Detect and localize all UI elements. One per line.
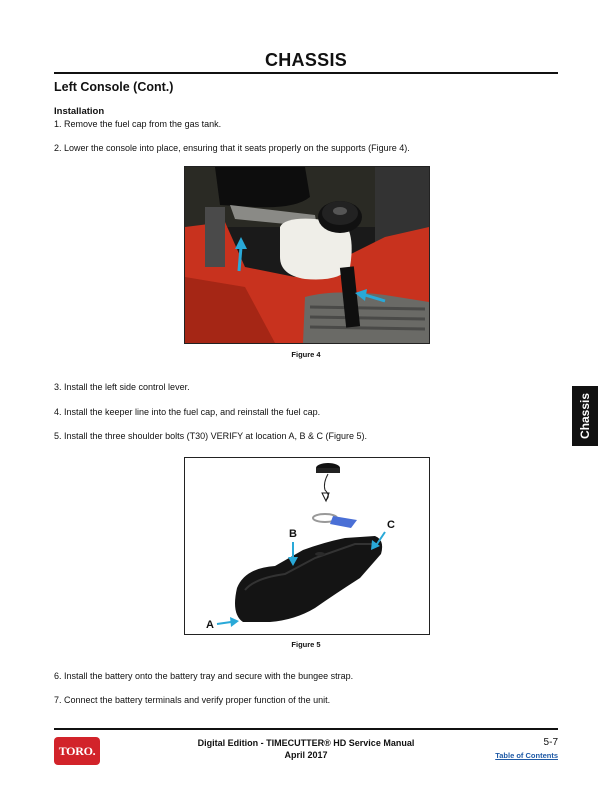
footer-rule (54, 728, 558, 730)
section-heading: Left Console (Cont.) (54, 80, 174, 94)
figure-5-label-a: A (206, 619, 214, 631)
step-7: 7. Connect the battery terminals and verify proper function of the unit. (54, 695, 331, 705)
page-number: 5-7 (543, 737, 558, 748)
step-5: 5. Install the three shoulder bolts (T30) VERIFY at location A, B & C (Figure 5). (54, 431, 367, 441)
step-4: 4. Install the keeper line into the fuel cap, and reinstall the fuel cap. (54, 407, 321, 417)
figure-4-caption: Figure 4 (291, 350, 321, 359)
footer-date: April 2017 (284, 750, 328, 760)
subheading: Installation (54, 106, 105, 117)
chapter-side-tab[interactable] (572, 386, 598, 446)
step-1: 1. Remove the fuel cap from the gas tank. (54, 119, 222, 129)
logo-text: TORO. (58, 744, 96, 758)
figure-5-label-c: C (387, 519, 395, 531)
page-title: CHASSIS (264, 50, 348, 70)
step-2: 2. Lower the console into place, ensuring that it seats properly on the supports (Figure 4). (54, 143, 410, 153)
step-3: 3. Install the left side control lever. (54, 382, 190, 392)
figure-5-diagram (184, 457, 430, 635)
figure-5-caption: Figure 5 (291, 640, 321, 649)
figure-4-photo (184, 166, 430, 344)
title-rule (54, 72, 558, 74)
side-tab-label: Chassis (578, 392, 592, 440)
toro-logo (54, 737, 100, 765)
step-6: 6. Install the battery onto the battery tray and secure with the bungee strap. (54, 671, 354, 681)
footer-manual-title: Digital Edition - TIMECUTTER® HD Service Manual (197, 738, 415, 748)
figure-5-label-b: B (289, 528, 297, 540)
table-of-contents-link[interactable]: Table of Contents (495, 751, 558, 760)
